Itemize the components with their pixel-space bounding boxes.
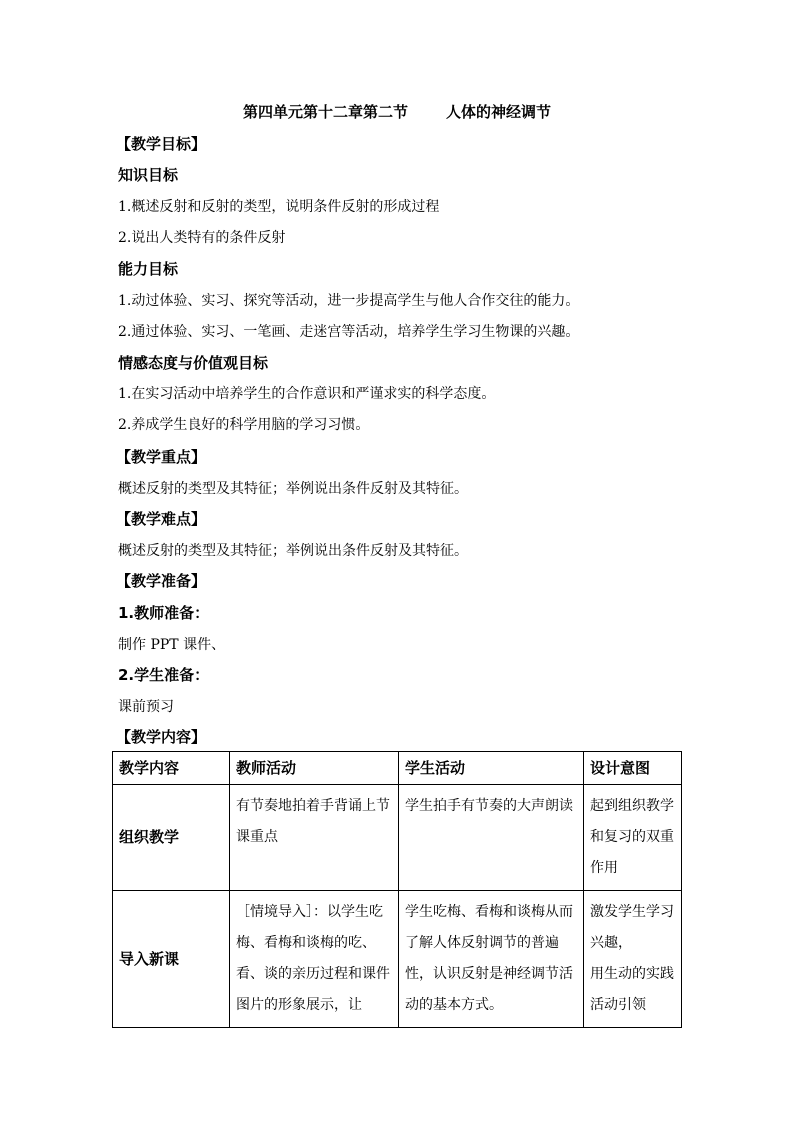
emotion-item: 1.在实习活动中培养学生的合作意识和严谨求实的科学态度。 [118, 386, 496, 402]
table-row [113, 891, 682, 1028]
emotion-heading: 情感态度与价值观目标 [118, 354, 269, 372]
table-header-row [113, 752, 682, 785]
ability-item: 2.通过体验、实习、一笔画、走迷宫等活动，培养学生学习生物课的兴趣。 [118, 324, 580, 340]
knowledge-item: 2.说出人类特有的条件反射 [118, 230, 286, 246]
key-heading: 【教学重点】 [116, 448, 207, 466]
purpose-line: 激发学生学习兴趣， [590, 904, 674, 951]
row-category: 导入新课 [113, 891, 230, 1028]
header-teacher: 教师活动 [230, 752, 399, 785]
lesson-table [112, 751, 682, 1028]
purpose-line: 用生动的实践活动引领 [590, 966, 674, 1013]
objectives-heading: 【教学目标】 [116, 135, 207, 153]
header-content: 教学内容 [113, 752, 230, 785]
title-chapter: 第四单元第十二章第二节 [242, 103, 408, 121]
knowledge-heading: 知识目标 [118, 166, 179, 184]
row-student: 学生吃梅、看梅和谈梅从而 了解人体反射调节的普遍性，认识反射是神经调节活动的基本方式。 [399, 891, 584, 1028]
table-row [113, 785, 682, 891]
knowledge-item: 1.概述反射和反射的类型，说明条件反射的形成过程 [118, 199, 440, 215]
content-heading: 【教学内容】 [116, 728, 207, 746]
row-purpose [584, 891, 682, 1028]
header-purpose: 设计意图 [584, 752, 682, 785]
row-teacher: ［情境导入］：以学生吃梅、看梅和谈梅的吃、看、谈的亲历过程和课件图片的形象展示，让 [230, 891, 399, 1028]
page-title [0, 101, 794, 122]
row-student: 学生拍手有节奏的大声朗读 [399, 785, 584, 891]
difficulty-text: 概述反射的类型及其特征；举例说出条件反射及其特征。 [118, 543, 468, 559]
title-topic: 人体的神经调节 [446, 103, 552, 121]
difficulty-heading: 【教学难点】 [116, 510, 207, 528]
ability-heading: 能力目标 [118, 260, 179, 278]
teacher-prep-text: 制作 PPT 课件、 [118, 637, 226, 653]
row-teacher: 有节奏地拍着手背诵上节课重点 [230, 785, 399, 891]
emotion-item: 2.养成学生良好的科学用脑的学习习惯。 [118, 417, 370, 433]
ability-item: 1.动过体验、实习、探究等活动，进一步提高学生与他人合作交往的能力。 [118, 293, 580, 309]
row-purpose: 起到组织教学和复习的双重作用 [584, 785, 682, 891]
student-prep-text: 课前预习 [118, 699, 174, 715]
student-prep-heading: 2.学生准备： [118, 666, 210, 684]
row-category: 组织教学 [113, 785, 230, 891]
key-text: 概述反射的类型及其特征；举例说出条件反射及其特征。 [118, 481, 468, 497]
teacher-prep-heading: 1.教师准备： [118, 604, 210, 622]
prep-heading: 【教学准备】 [116, 572, 207, 590]
header-student: 学生活动 [399, 752, 584, 785]
